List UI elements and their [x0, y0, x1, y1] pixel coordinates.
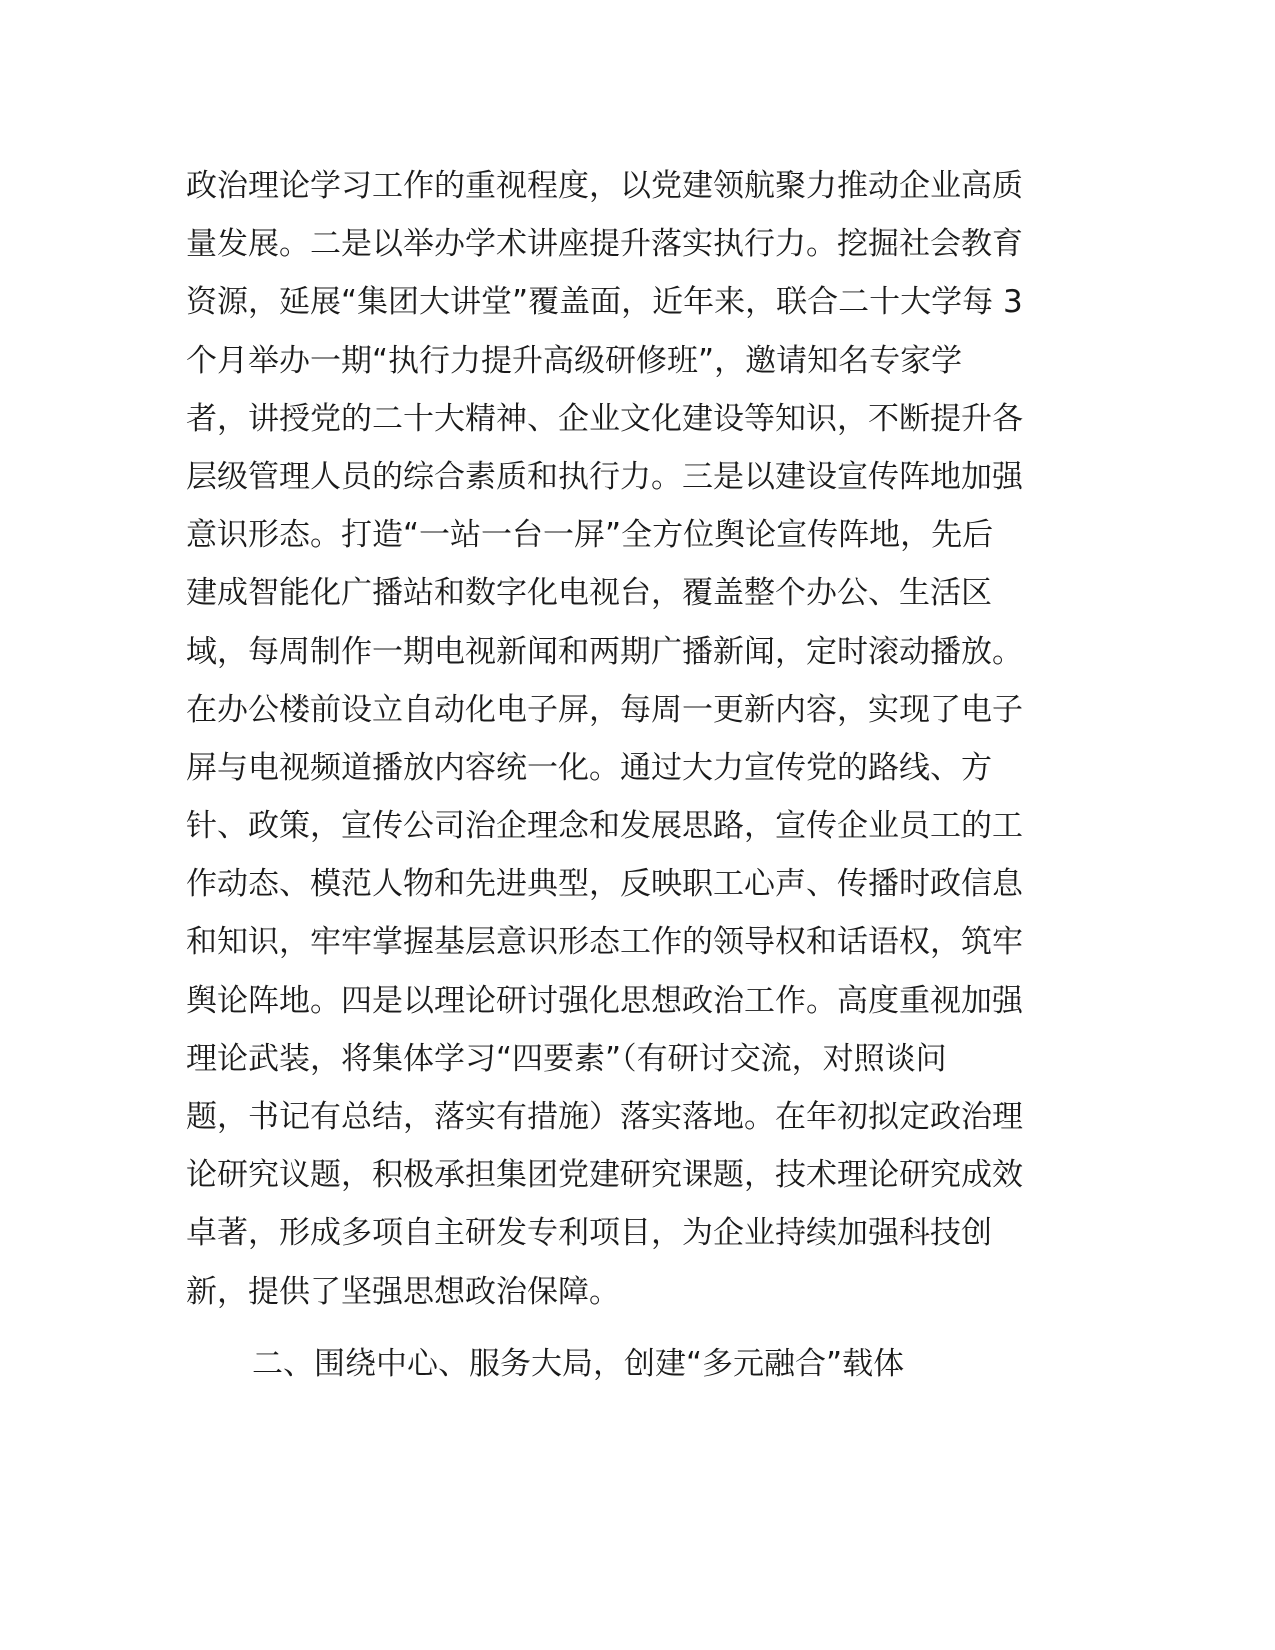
paragraph-line: 者，讲授党的二十大精神、企业文化建设等知识，不断提升各 — [186, 400, 1023, 437]
paragraph-line: 针、政策，宣传公司治企理念和发展思路，宣传企业员工的工 — [186, 808, 1023, 845]
paragraph-line: 卓著，形成多项自主研发专利项目，为企业持续加强科技创 — [186, 1215, 992, 1252]
paragraph-line: 层级管理人员的综合素质和执行力。三是以建设宣传阵地加强 — [186, 458, 1023, 495]
paragraph-line: 在办公楼前设立自动化电子屏，每周一更新内容，实现了电子 — [186, 691, 1023, 728]
paragraph-line: 资源，延展“集团大讲堂”覆盖面，近年来，联合二十大学每 3 — [186, 284, 1023, 321]
paragraph-line: 理论武装，将集体学习“四要素”（有研讨交流，对照谈问 — [186, 1040, 947, 1077]
paragraph-line: 作动态、模范人物和先进典型，反映职工心声、传播时政信息 — [186, 866, 1023, 903]
paragraph-line: 舆论阵地。四是以理论研讨强化思想政治工作。高度重视加强 — [186, 982, 1023, 1019]
paragraph-line: 意识形态。打造“一站一台一屏”全方位舆论宣传阵地，先后 — [186, 517, 994, 554]
paragraph-line: 建成智能化广播站和数字化电视台，覆盖整个办公、生活区 — [186, 575, 992, 612]
paragraph-line: 新，提供了坚强思想政治保障。 — [186, 1273, 620, 1310]
paragraph-line: 和知识，牢牢掌握基层意识形态工作的领导权和话语权，筑牢 — [186, 924, 1023, 961]
body-paragraph — [186, 157, 1086, 1321]
paragraph-line: 屏与电视频道播放内容统一化。通过大力宣传党的路线、方 — [186, 749, 992, 786]
paragraph-line: 域，每周制作一期电视新闻和两期广播新闻，定时滚动播放。 — [186, 633, 1023, 670]
paragraph-line: 政治理论学习工作的重视程度，以党建领航聚力推动企业高质 — [186, 168, 1023, 204]
paragraph-line: 论研究议题，积极承担集团党建研究课题，技术理论研究成效 — [186, 1157, 1023, 1194]
paragraph-line: 个月举办一期“执行力提升高级研修班”，邀请知名专家学 — [186, 342, 963, 379]
section-heading: 二、围绕中心、服务大局，创建“多元融合”载体 — [252, 1346, 905, 1382]
paragraph-line: 题，书记有总结，落实有措施）落实落地。在年初拟定政治理 — [186, 1099, 1023, 1135]
paragraph-line: 量发展。二是以举办学术讲座提升落实执行力。挖掘社会教育 — [186, 226, 1023, 263]
